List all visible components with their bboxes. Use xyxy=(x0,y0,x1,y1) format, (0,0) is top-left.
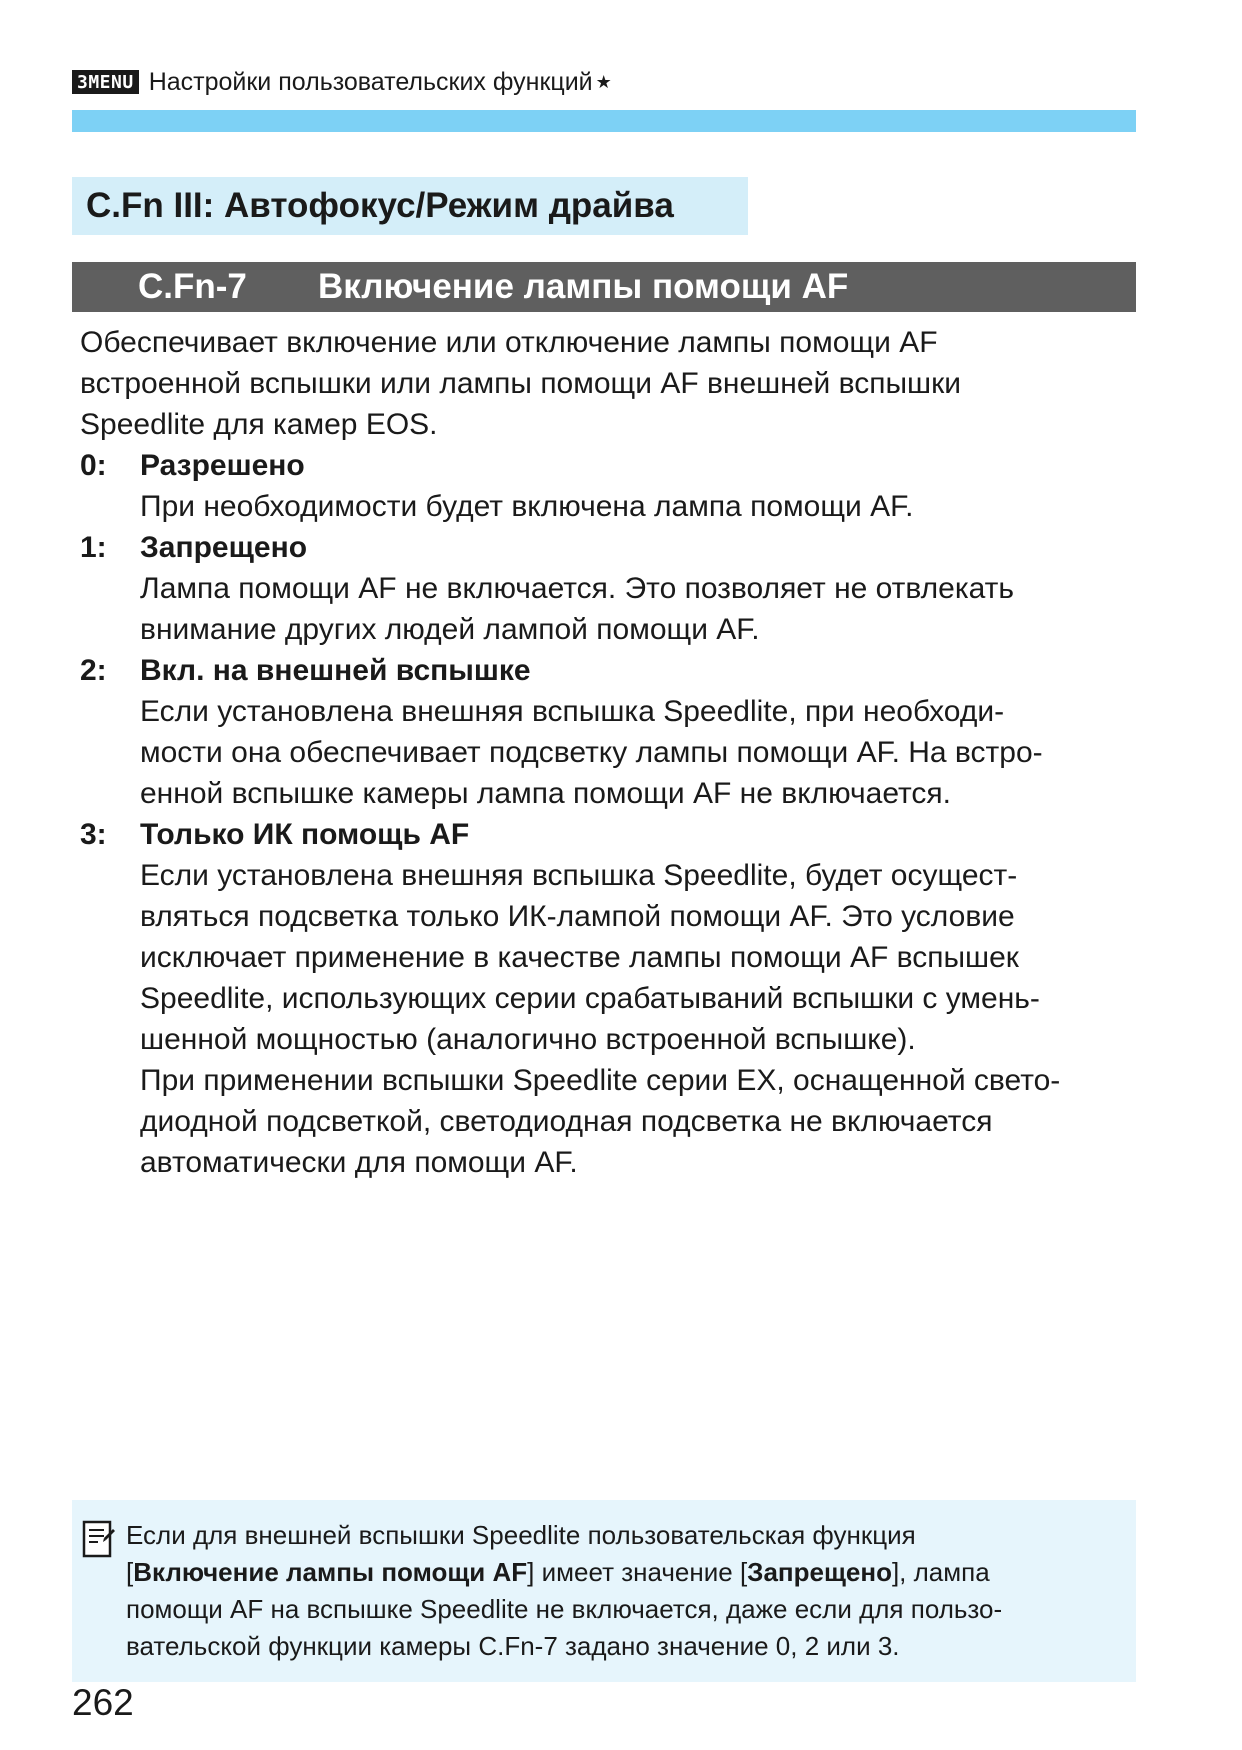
option-number: 1: xyxy=(80,531,107,564)
page-number: 262 xyxy=(72,1682,134,1723)
option-2 xyxy=(80,650,1140,814)
note-bold-term: Запрещено xyxy=(747,1557,892,1587)
option-line: енной вспышке камеры лампа помощи AF не включается. xyxy=(140,777,951,810)
option-number: 0: xyxy=(80,449,107,482)
option-line: внимание других людей лампой помощи AF. xyxy=(140,613,760,646)
option-label: Только ИК помощь AF xyxy=(140,818,470,851)
note-line: помощи AF на вспышке Speedlite не включается, даже если для пользо- xyxy=(126,1594,1003,1624)
note-icon xyxy=(82,1520,116,1560)
option-label: Запрещено xyxy=(140,531,308,564)
intro-line: встроенной вспышки или лампы помощи AF внешней вспышки xyxy=(80,367,961,400)
note-bold-term: Включение лампы помощи AF xyxy=(133,1557,528,1587)
option-line: Speedlite, использующих серии срабатываний вспышки с умень- xyxy=(140,982,1040,1015)
option-1 xyxy=(80,527,1140,650)
star-icon: ★ xyxy=(595,71,612,92)
option-line: Если установлена внешняя вспышка Speedlite, при необходи- xyxy=(140,695,1005,728)
option-line: диодной подсветкой, светодиодная подсветка не включается xyxy=(140,1105,993,1138)
function-title: Включение лампы помощи AF xyxy=(318,267,849,306)
intro-line: Speedlite для камер EOS. xyxy=(80,408,438,441)
option-line: Если установлена внешняя вспышка Speedlite, будет осущест- xyxy=(140,859,1018,892)
option-line: исключает применение в качестве лампы помощи AF вспышек xyxy=(140,941,1019,974)
option-line: вляться подсветка только ИК-лампой помощи AF. Это условие xyxy=(140,900,1015,933)
option-number: 3: xyxy=(80,818,107,851)
option-line: мости она обеспечивает подсветку лампы помощи AF. На встро- xyxy=(140,736,1043,769)
option-line: шенной мощностью (аналогично встроенной вспышке). xyxy=(140,1023,916,1056)
section-title: C.Fn III: Автофокус/Режим драйва xyxy=(72,177,748,235)
header-divider-bar xyxy=(72,110,1136,132)
function-title-bar xyxy=(72,262,1136,312)
note-line: вательской функции камеры C.Fn-7 задано значение 0, 2 или 3. xyxy=(126,1631,900,1661)
option-number: 2: xyxy=(80,654,107,687)
note-line: Если для внешней вспышки Speedlite пользовательская функция xyxy=(126,1520,916,1550)
option-label: Вкл. на внешней вспышке xyxy=(140,654,531,687)
note-box xyxy=(72,1500,1136,1682)
function-description xyxy=(80,322,1140,1183)
option-label: Разрешено xyxy=(140,449,305,482)
header-title: Настройки пользовательских функций xyxy=(148,67,593,96)
note-line: [Включение лампы помощи AF] имеет значение [Запрещено], лампа xyxy=(126,1557,990,1587)
function-code: C.Fn-7 xyxy=(138,267,247,306)
menu-tab-icon: 3MENU xyxy=(72,70,139,94)
option-line: При применении вспышки Speedlite серии EX, оснащенной свето- xyxy=(140,1064,1061,1097)
option-line: Лампа помощи AF не включается. Это позволяет не отвлекать xyxy=(140,572,1015,605)
intro-paragraph xyxy=(80,322,1140,445)
option-3 xyxy=(80,814,1140,1183)
option-0 xyxy=(80,445,1140,527)
page-header xyxy=(72,62,612,102)
option-line: автоматически для помощи AF. xyxy=(140,1146,578,1179)
intro-line: Обеспечивает включение или отключение лампы помощи AF xyxy=(80,326,938,359)
option-line: При необходимости будет включена лампа помощи AF. xyxy=(140,490,914,523)
